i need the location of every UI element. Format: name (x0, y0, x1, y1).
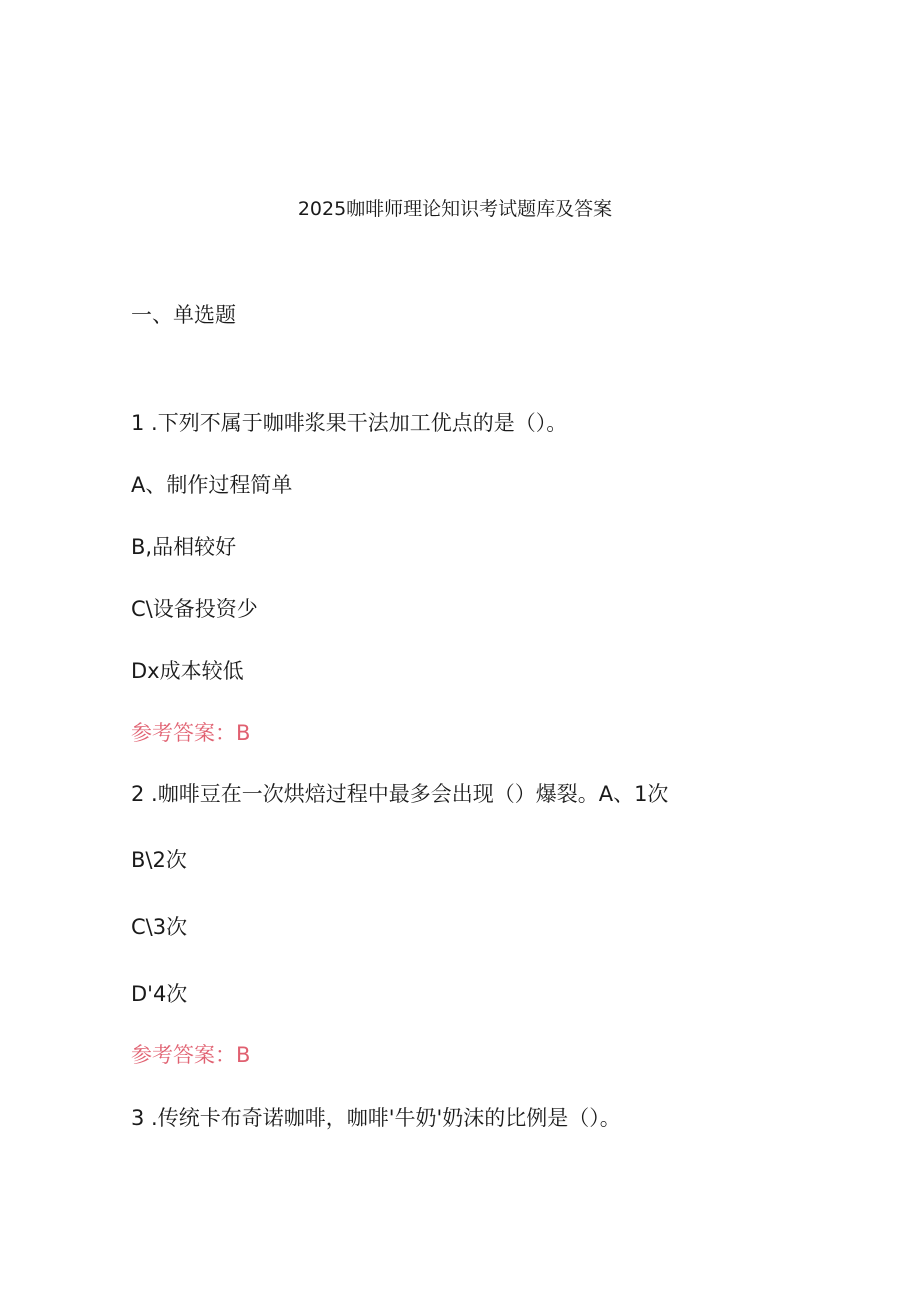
question-1-answer: 参考答案：B (131, 721, 251, 745)
document-title: 2025咖啡师理论知识考试题库及答案 (297, 198, 613, 220)
question-2-option-d: D'4次 (131, 982, 188, 1006)
section-heading: 一、单选题 (131, 303, 236, 327)
question-2-answer: 参考答案：B (131, 1043, 251, 1067)
question-1-stem: 1 .下列不属于咖啡浆果干法加工优点的是（）。 (131, 411, 568, 435)
question-3-stem: 3 .传统卡布奇诺咖啡，咖啡'牛奶'奶沫的比例是（）。 (131, 1106, 621, 1130)
question-1-option-d: Dx成本较低 (131, 659, 244, 683)
question-1-option-a: A、制作过程简单 (131, 473, 293, 497)
question-2-stem: 2 .咖啡豆在一次烘焙过程中最多会出现（）爆裂。A、1次 (131, 782, 669, 806)
question-2-option-b: B\2次 (131, 848, 187, 872)
question-2-option-c: C\3次 (131, 915, 188, 939)
question-1-option-b: B,品相较好 (131, 535, 237, 559)
question-1-option-c: C\设备投资少 (131, 597, 258, 621)
